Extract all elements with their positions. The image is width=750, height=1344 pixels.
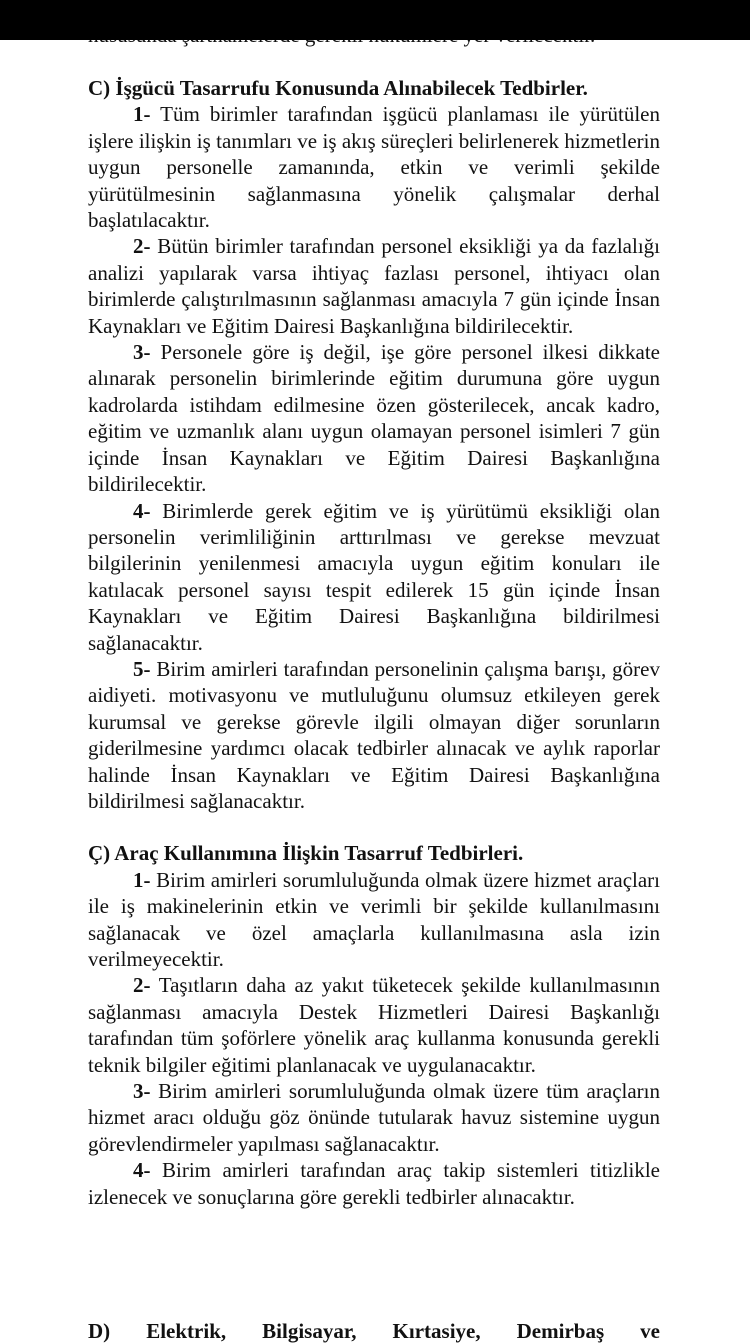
item-number: 5- [133, 656, 151, 681]
section-cc-title: Ç) Araç Kullanımına İlişkin Tasarruf Tedbirleri. [88, 841, 524, 866]
item-number: 2- [133, 973, 151, 998]
section-c-title: C) İşgücü Tasarrufu Konusunda Alınabilecek Tedbirler. [88, 76, 588, 100]
item-text: Bütün birimler tarafından personel eksikliği ya da fazlalığı analizi yapılarak varsa ihtiyaç fazlası personel, ihtiyacı olan birimlerde çalıştırılmasının sağlanması amacıyla 7 gün içinde İnsan Kaynakları ve Eğitim Dairesi Başkanlığına bildirilecektir. [88, 234, 660, 338]
item-number: 3- [133, 340, 151, 365]
item-text: Birim amirleri tarafından araç takip sistemleri titizlikle izlenecek ve sonuçlarına göre gerekli tedbirler alınacaktır. [88, 1158, 661, 1209]
item-text: Tüm birimler tarafından işgücü planlaması ile yürütülen işlere ilişkin iş tanımları ve iş akış süreçleri belirlenerek hizmetlerin uygun personelle zamanında, etkin ve verimli şekilde yürütülmesinin sağlanmasına yönelik çalışmalar derhal başlatılacaktır. [88, 102, 661, 233]
section-cc-item-4 [88, 1157, 660, 1210]
item-number: 2- [133, 234, 151, 259]
item-text: Taşıtların daha az yakıt tüketecek şekilde kullanılmasının sağlanması amacıyla Destek Hizmetleri Dairesi Başkanlığı tarafından tüm şoförlere yönelik araç kullanma konusunda gerekli teknik bilgiler eğitimi planlanacak ve uygulanacaktır. [88, 973, 661, 1077]
section-cc-item-2 [88, 972, 660, 1078]
section-cc-item-1 [88, 867, 660, 973]
item-text: Birimlerde gerek eğitim ve iş yürütümü eksikliği olan personelin verimliliğinin arttırılması ve gerekse mevzuat bilgilerinin yenilenmesi amacıyla uygun eğitim konuları ile katılacak personel sayısı tespit edilerek 15 gün içinde İnsan Kaynakları ve Eğitim Dairesi Başkanlığına bildirilmesi sağlanacaktır. [88, 498, 660, 655]
section-c-item-4 [88, 498, 660, 656]
item-number: 4- [133, 498, 151, 523]
item-number: 1- [133, 867, 151, 892]
item-text: Birim amirleri tarafından personelinin çalışma barışı, görev aidiyeti. motivasyonu ve mutluluğunu olumsuz etkileyen gerek kurumsal ve gerekse görevle ilgili olmayan diğer sorunların giderilmesine yardımcı olacak tedbirler alınacak ve aylık raporlar halinde İnsan Kaynakları ve Eğitim Dairesi Başkanlığına bildirilmesi sağlanacaktır. [88, 656, 660, 813]
top-status-bar [0, 0, 750, 40]
section-c-item-5 [88, 656, 660, 814]
section-d-title-cut-off: D) Elektrik, Bilgisayar, Kırtasiye, Demirbaş ve [88, 1319, 660, 1343]
document-body [88, 75, 660, 1210]
item-number: 3- [133, 1079, 151, 1104]
section-c-item-3 [88, 339, 660, 497]
item-text: Birim amirleri sorumluluğunda olmak üzere hizmet araçları ile iş makinelerinin etkin ve verimli bir şekilde kullanılmasını sağlanacak ve özel amaçlarla kullanılmasına asla izin verilmeyecektir. [88, 867, 661, 971]
item-text: Personele göre iş değil, işe göre personel ilkesi dikkate alınarak personelin birimlerinde eğitim durumuna göre uygun kadrolarda istihdam edilmesine özen gösterilecek, ancak kadro, eğitim ve uzmanlık alanı uygun olamayan personel isimleri 7 gün içinde İnsan Kaynakları ve Eğitim Dairesi Başkanlığına bildirilecektir. [88, 340, 661, 497]
item-number: 4- [133, 1158, 151, 1183]
section-c-item-2 [88, 233, 660, 339]
item-text: Birim amirleri sorumluluğunda olmak üzere tüm araçların hizmet aracı olduğu göz önünde tutularak havuz sistemine uygun görevlendirmeler yapılması sağlanacaktır. [88, 1079, 660, 1156]
item-number: 1- [133, 102, 151, 127]
section-cc-item-3 [88, 1078, 660, 1157]
section-c-item-1 [88, 101, 660, 233]
